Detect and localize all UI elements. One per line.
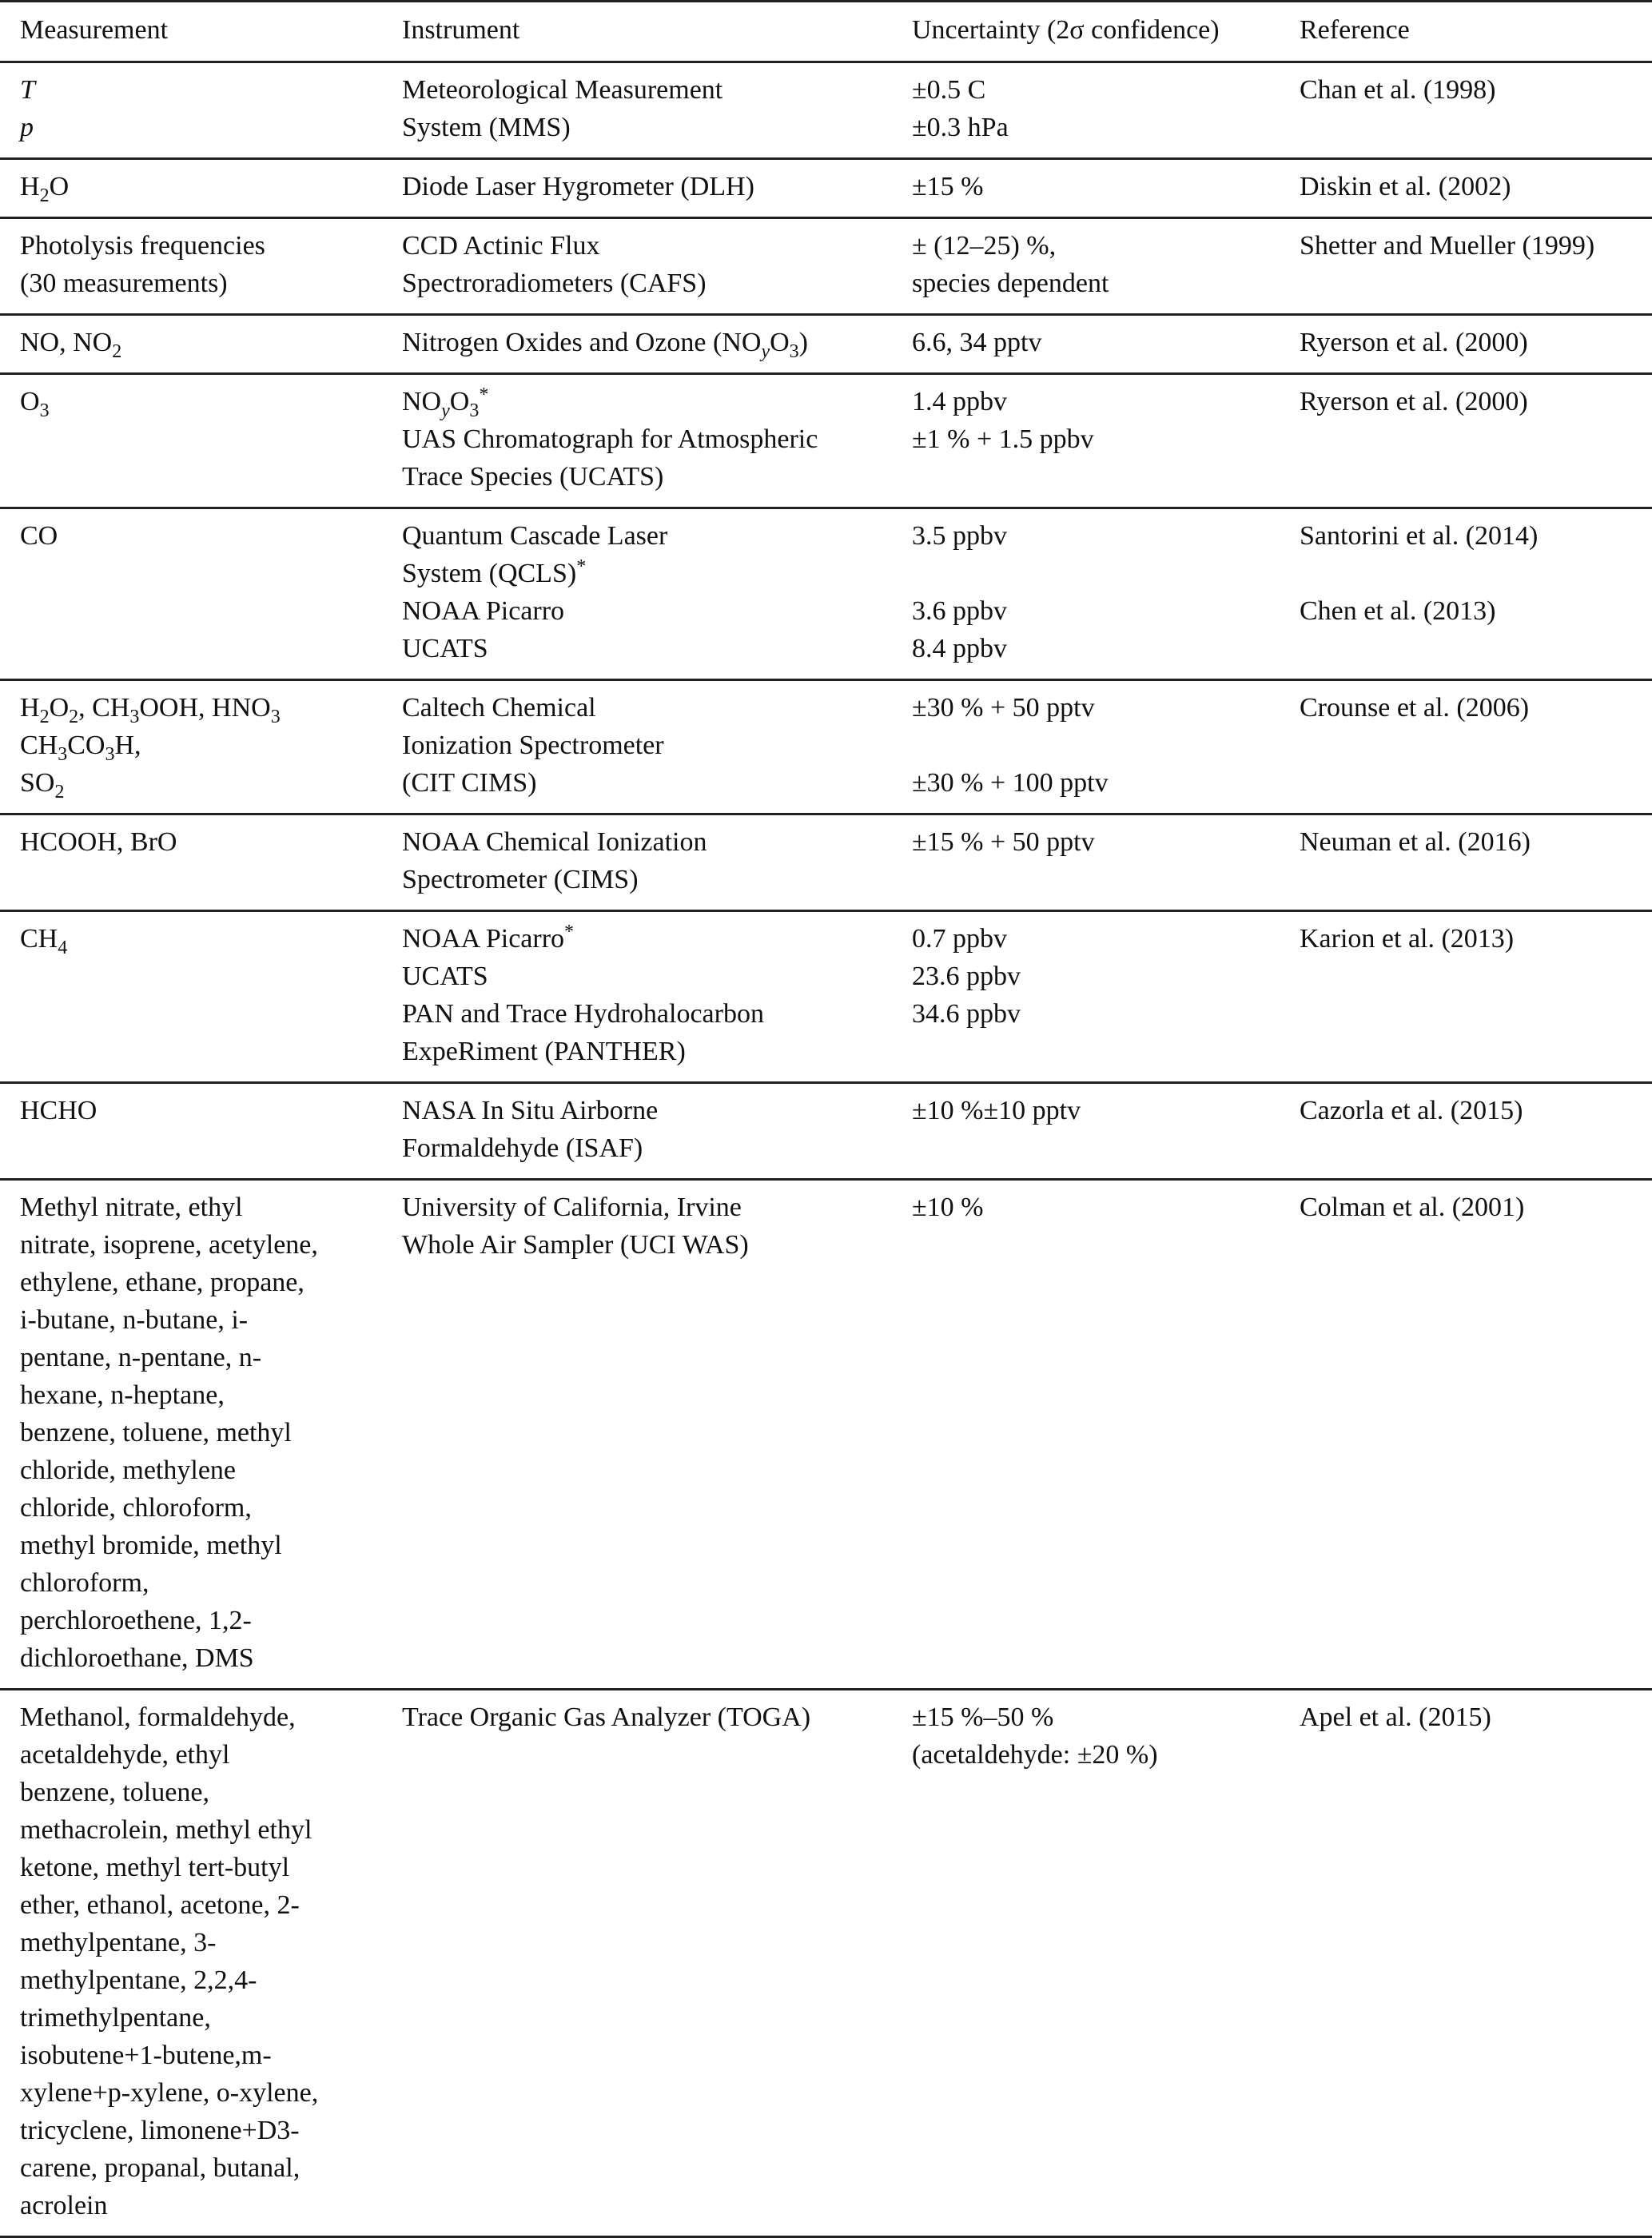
cell-measurement — [0, 62, 382, 159]
cell-measurement — [0, 218, 382, 315]
cell-line: ketone, methyl tert-butyl — [20, 1853, 290, 1882]
table-header-row — [0, 2, 1652, 62]
cell-line: HCOOH, BrO — [20, 827, 177, 857]
cell-line: hexane, n-heptane, — [20, 1380, 225, 1410]
cell-line: $NO_yO_3^*$ — [402, 384, 489, 421]
cell-line: NO, $NO_2$ — [20, 328, 122, 362]
cell-line: Spectroradiometers (CAFS) — [402, 269, 707, 298]
cell-line: University of California, Irvine — [402, 1193, 742, 1222]
cell-uncertainty — [892, 680, 1280, 814]
cell-line: $SO_2$ — [20, 768, 65, 802]
cell-line: trimethylpentane, — [20, 2003, 211, 2033]
cell-line: 34.6 ppbv — [912, 999, 1021, 1029]
cell-line: Neuman et al. (2016) — [1300, 827, 1531, 857]
cell-uncertainty — [892, 911, 1280, 1083]
cell-line: ether, ethanol, acetone, 2- — [20, 1890, 300, 1920]
table-row — [0, 814, 1652, 911]
cell-line: Methyl nitrate, ethyl — [20, 1193, 243, 1222]
cell-line: Shetter and Mueller (1999) — [1300, 231, 1595, 261]
cell-line: ± (12–25) %, — [912, 231, 1057, 261]
cell-line: 6.6, 34 pptv — [912, 328, 1042, 357]
cell-instrument — [382, 814, 892, 911]
cell-line: System (MMS) — [402, 113, 571, 142]
table-row — [0, 1180, 1652, 1690]
table-body — [0, 62, 1652, 2237]
cell-line: PAN and Trace Hydrohalocarbon — [402, 999, 764, 1029]
cell-line: UAS Chromatograph for Atmospheric — [402, 424, 818, 454]
cell-line: benzene, toluene, — [20, 1778, 209, 1807]
cell-line: UCATS — [402, 962, 488, 991]
cell-reference — [1280, 508, 1652, 680]
cell-line: i-butane, n-butane, i- — [20, 1305, 249, 1335]
cell-line: ±30 % + 100 pptv — [912, 768, 1109, 798]
cell-line: $H_2O_2$, $CH_3OOH$, $HNO_3$ — [20, 693, 281, 727]
cell-measurement — [0, 911, 382, 1083]
cell-line: ±15 % — [912, 172, 984, 201]
table-row — [0, 680, 1652, 814]
header-reference: Reference — [1300, 15, 1410, 45]
cell-line: 8.4 ppbv — [912, 634, 1007, 663]
cell-line: Diskin et al. (2002) — [1300, 172, 1511, 201]
cell-spacer — [912, 555, 1280, 592]
cell-line: (acetaldehyde: ±20 %) — [912, 1740, 1158, 1770]
cell-measurement — [0, 1083, 382, 1180]
table-row — [0, 218, 1652, 315]
cell-instrument — [382, 911, 892, 1083]
cell-line: UCATS — [402, 634, 488, 663]
cell-line: ±15 % + 50 pptv — [912, 827, 1095, 857]
cell-line: HCHO — [20, 1096, 98, 1125]
cell-measurement — [0, 374, 382, 508]
table-row — [0, 1690, 1652, 2237]
cell-line: Quantum Cascade Laser — [402, 521, 668, 551]
cell-line: NOAA Chemical Ionization — [402, 827, 707, 857]
cell-line: Chan et al. (1998) — [1300, 75, 1496, 105]
cell-uncertainty — [892, 1180, 1280, 1690]
cell-line: $H_2O$ — [20, 172, 70, 206]
cell-instrument — [382, 1690, 892, 2237]
cell-line: Colman et al. (2001) — [1300, 1193, 1525, 1222]
cell-instrument — [382, 62, 892, 159]
cell-uncertainty — [892, 508, 1280, 680]
cell-line: 1.4 ppbv — [912, 387, 1007, 416]
cell-line: 0.7 ppbv — [912, 924, 1007, 954]
cell-line: Nitrogen Oxides and Ozone $(NO_yO_3)$ — [402, 328, 808, 362]
cell-instrument — [382, 374, 892, 508]
cell-spacer — [912, 727, 1280, 764]
cell-line: ±15 %–50 % — [912, 1702, 1054, 1732]
cell-measurement — [0, 159, 382, 218]
cell-line: Trace Organic Gas Analyzer (TOGA) — [402, 1702, 811, 1732]
cell-line: Chen et al. (2013) — [1300, 596, 1496, 626]
cell-line: 3.5 ppbv — [912, 521, 1007, 551]
cell-line: ExpeRiment (PANTHER) — [402, 1037, 686, 1066]
cell-line: Photolysis frequencies — [20, 231, 265, 261]
cell-reference — [1280, 159, 1652, 218]
cell-line: NASA In Situ Airborne — [402, 1096, 659, 1125]
cell-line: Ryerson et al. (2000) — [1300, 328, 1528, 357]
cell-line: ±0.5 C — [912, 75, 986, 105]
cell-line: 3.6 ppbv — [912, 596, 1007, 626]
table-row — [0, 374, 1652, 508]
cell-measurement — [0, 508, 382, 680]
cell-instrument — [382, 1083, 892, 1180]
cell-reference — [1280, 814, 1652, 911]
cell-measurement — [0, 814, 382, 911]
cell-uncertainty — [892, 218, 1280, 315]
cell-line: Apel et al. (2015) — [1300, 1702, 1491, 1732]
cell-line: chloride, chloroform, — [20, 1493, 252, 1523]
cell-instrument — [382, 508, 892, 680]
cell-line: Ionization Spectrometer — [402, 731, 664, 760]
cell-line: chloride, methylene — [20, 1455, 237, 1485]
cell-measurement — [0, 1180, 382, 1690]
cell-uncertainty — [892, 1690, 1280, 2237]
cell-line: $O_3$ — [20, 387, 50, 421]
cell-instrument — [382, 315, 892, 374]
cell-line: chloroform, — [20, 1568, 149, 1598]
cell-line: Karion et al. (2013) — [1300, 924, 1515, 954]
cell-line: Trace Species (UCATS) — [402, 462, 664, 492]
cell-reference — [1280, 680, 1652, 814]
table-row — [0, 159, 1652, 218]
cell-line: ±30 % + 50 pptv — [912, 693, 1095, 723]
cell-line: (CIT CIMS) — [402, 768, 537, 798]
cell-reference — [1280, 1690, 1652, 2237]
cell-line: $CH_4$ — [20, 924, 68, 958]
cell-line: 23.6 ppbv — [912, 962, 1021, 991]
cell-line: methylpentane, 2,2,4- — [20, 1965, 257, 1995]
cell-uncertainty — [892, 315, 1280, 374]
cell-line: ±1 % + 1.5 ppbv — [912, 424, 1094, 454]
cell-instrument — [382, 218, 892, 315]
cell-line: ±0.3 hPa — [912, 113, 1009, 142]
cell-line: pentane, n-pentane, n- — [20, 1343, 262, 1372]
table-row — [0, 62, 1652, 159]
cell-line: CO — [20, 521, 58, 551]
cell-measurement — [0, 680, 382, 814]
cell-measurement — [0, 315, 382, 374]
cell-line: Whole Air Sampler (UCI WAS) — [402, 1230, 749, 1260]
cell-line: ±10 %±10 pptv — [912, 1096, 1081, 1125]
cell-line: perchloroethene, 1,2- — [20, 1606, 252, 1635]
cell-reference — [1280, 62, 1652, 159]
cell-line: ethylene, ethane, propane, — [20, 1268, 305, 1297]
table-row — [0, 911, 1652, 1083]
cell-line: Diode Laser Hygrometer (DLH) — [402, 172, 754, 201]
cell-reference — [1280, 1083, 1652, 1180]
cell-line: $CH_3CO_3H$, — [20, 731, 141, 765]
cell-line: dichloroethane, DMS — [20, 1643, 254, 1673]
table-row — [0, 508, 1652, 680]
table-row — [0, 315, 1652, 374]
cell-line: System (QCLS)* — [402, 556, 587, 588]
cell-line: Formaldehyde (ISAF) — [402, 1133, 643, 1163]
cell-reference — [1280, 1180, 1652, 1690]
cell-line: ±10 % — [912, 1193, 984, 1222]
cell-line: Cazorla et al. (2015) — [1300, 1096, 1523, 1125]
cell-spacer — [1300, 555, 1652, 592]
cell-uncertainty — [892, 62, 1280, 159]
cell-measurement — [0, 1690, 382, 2237]
cell-line: Ryerson et al. (2000) — [1300, 387, 1528, 416]
cell-line: carene, propanal, butanal, — [20, 2153, 301, 2183]
cell-line: species dependent — [912, 269, 1109, 298]
cell-line: Methanol, formaldehyde, — [20, 1702, 296, 1732]
cell-line: tricyclene, limonene+D3- — [20, 2116, 300, 2145]
cell-uncertainty — [892, 1083, 1280, 1180]
cell-instrument — [382, 680, 892, 814]
header-measurement: Measurement — [20, 15, 169, 45]
cell-line: methyl bromide, methyl — [20, 1531, 282, 1560]
cell-line: methacrolein, methyl ethyl — [20, 1815, 312, 1845]
cell-line: NOAA Picarro* — [402, 922, 575, 954]
cell-line: NOAA Picarro — [402, 596, 565, 626]
cell-line: acrolein — [20, 2191, 108, 2220]
cell-uncertainty — [892, 814, 1280, 911]
cell-line: acetaldehyde, ethyl — [20, 1740, 230, 1770]
cell-reference — [1280, 315, 1652, 374]
header-instrument: Instrument — [402, 15, 520, 45]
cell-line: Crounse et al. (2006) — [1300, 693, 1530, 723]
cell-line: Caltech Chemical — [402, 693, 596, 723]
cell-line: benzene, toluene, methyl — [20, 1418, 292, 1448]
cell-line: T — [20, 75, 35, 105]
cell-line: (30 measurements) — [20, 269, 228, 298]
cell-instrument — [382, 1180, 892, 1690]
cell-line: Spectrometer (CIMS) — [402, 865, 639, 894]
cell-line: p — [20, 113, 34, 142]
cell-reference — [1280, 374, 1652, 508]
cell-line: Santorini et al. (2014) — [1300, 521, 1539, 551]
cell-uncertainty — [892, 159, 1280, 218]
cell-line: CCD Actinic Flux — [402, 231, 600, 261]
cell-line: Meteorological Measurement — [402, 75, 723, 105]
cell-instrument — [382, 159, 892, 218]
cell-uncertainty — [892, 374, 1280, 508]
cell-line: nitrate, isoprene, acetylene, — [20, 1230, 318, 1260]
table-row — [0, 1083, 1652, 1180]
cell-line: isobutene+1-butene,m- — [20, 2041, 272, 2070]
cell-line: methylpentane, 3- — [20, 1928, 217, 1957]
cell-reference — [1280, 218, 1652, 315]
cell-reference — [1280, 911, 1652, 1083]
cell-line: xylene+p-xylene, o-xylene, — [20, 2078, 319, 2108]
header-uncertainty: Uncertainty (2σ confidence) — [912, 15, 1220, 45]
